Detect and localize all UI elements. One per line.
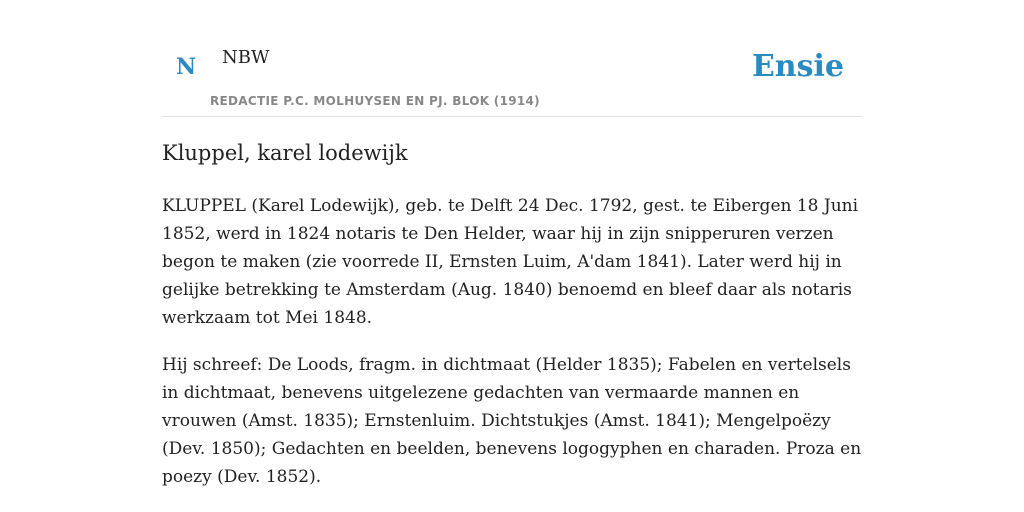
source-subtitle: REDACTIE P.C. MOLHUYSEN EN PJ. BLOK (1914) <box>210 94 540 108</box>
entry-title: Kluppel, karel lodewijk <box>162 141 408 165</box>
source-logo-letter[interactable]: N <box>176 54 197 80</box>
source-name[interactable]: NBW <box>222 47 270 68</box>
entry-paragraph: KLUPPEL (Karel Lodewijk), geb. te Delft 24 Dec. 1792, gest. te Eibergen 18 Juni 1852, werd in 1824 notaris te Den Helder, waar hij in zijn snipperuren verzen begon te maken (zie voorrede II, Ernsten Luim, A'dam 1841). Later werd hij in gelijke betrekking te Amsterdam (Aug. 1840) benoemd en bleef daar als notaris werkzaam tot Mei 1848. <box>162 196 859 328</box>
entry-paragraph: Hij schreef: De Loods, fragm. in dichtmaat (Helder 1835); Fabelen en vertelsels in dichtmaat, benevens uitgelezene gedachten van vermaarde mannen en vrouwen (Amst. 1835); Ernstenluim. Dichtstukjes (Amst. 1841); Mengelpoëzy (Dev. 1850); Gedachten en beelden, benevens logogyphen en charaden. Proza en poezy (Dev. 1852). <box>162 355 862 487</box>
ensie-logo-link[interactable]: Ensie <box>751 49 844 84</box>
source-header <box>162 0 862 117</box>
entry-body <box>162 192 862 510</box>
